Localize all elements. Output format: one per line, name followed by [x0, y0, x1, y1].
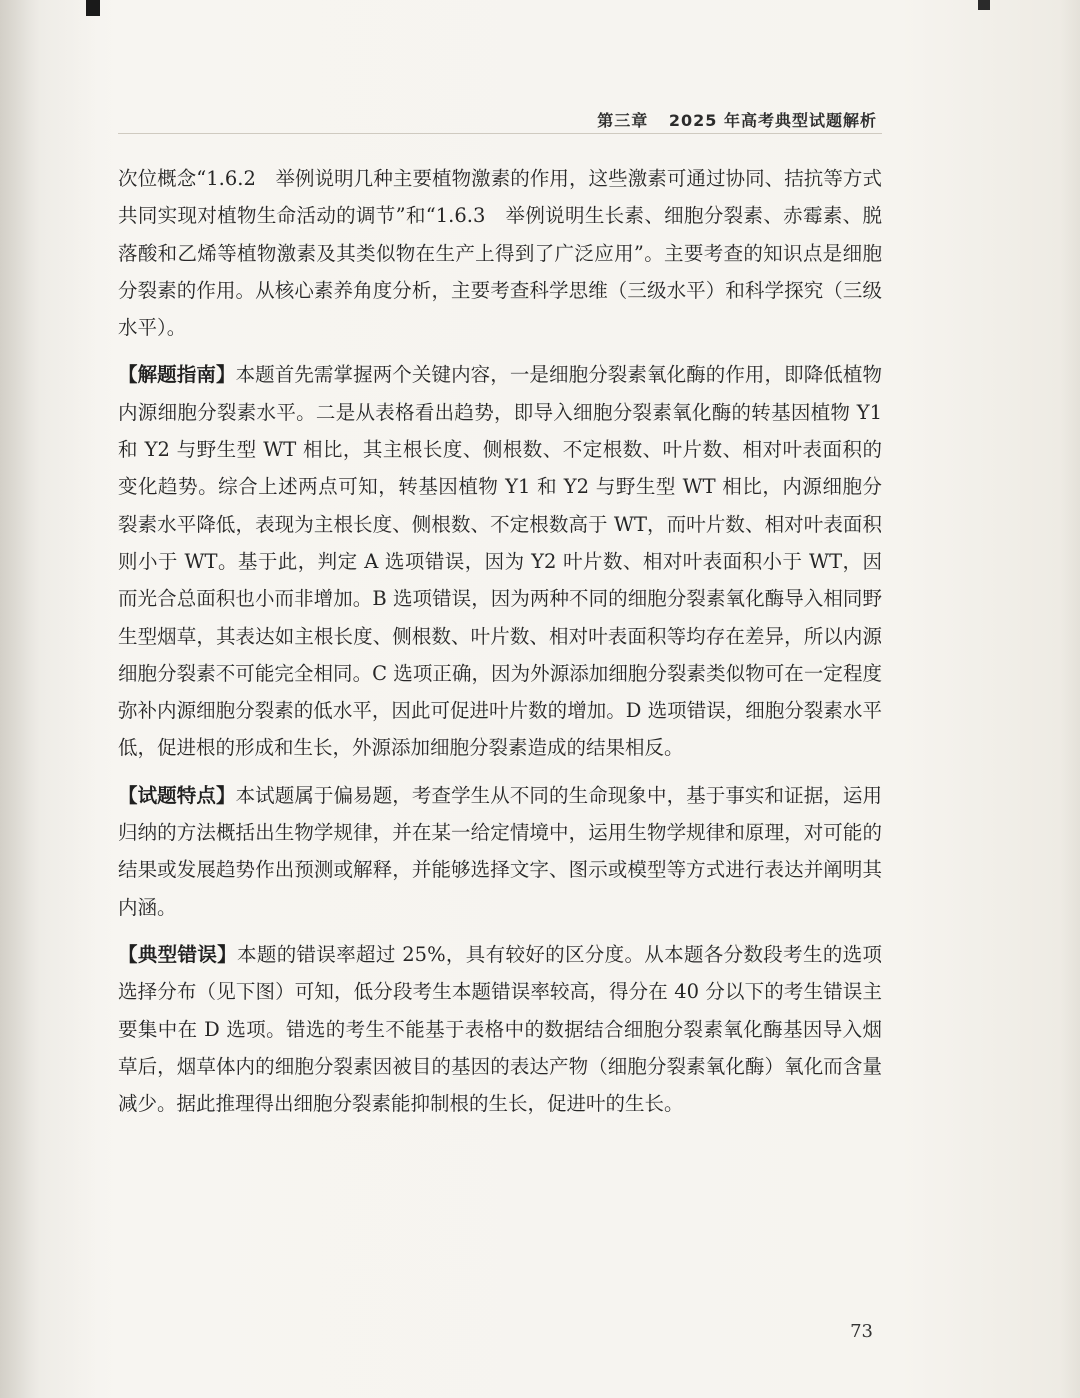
- typical-errors-heading: 【典型错误】: [118, 942, 238, 966]
- page-number: 73: [850, 1321, 873, 1342]
- page-binding-shadow: [0, 0, 100, 1398]
- paragraph-curriculum-text: 次位概念“1.6.2 举例说明几种主要植物激素的作用，这些激素可通过协同、拮抗等方式共同实现对植物生命活动的调节”和“1.6.3 举例说明生长素、细胞分裂素、赤霉素、脱落酸和乙烯等植物激素及其类似物在生产上得到了广泛应用”。主要考查的知识点是细胞分裂素的作用。从核心素养角度分析，主要考查科学思维（三级水平）和科学探究（三级水平）。: [118, 167, 882, 340]
- typical-errors-text: 本题的错误率超过 25%，具有较好的区分度。从本题各分数段考生的选项选择分布（见下图）可知，低分段考生本题错误率较高，得分在 40 分以下的考生错误主要集中在 D 选项。错选的考生不能基于表格中的数据结合细胞分裂素氧化酶基因导入烟草后，烟草体内的细胞分裂素因被目的基因的表达产物（细胞分裂素氧化酶）氧化而含量减少。据此推理得出细胞分裂素能抑制根的生长，促进叶的生长。: [118, 942, 882, 1116]
- paragraph-curriculum: [118, 160, 882, 346]
- paragraph-question-features: [118, 777, 882, 926]
- chapter-label: 第三章: [597, 111, 649, 130]
- page-body: [118, 160, 882, 1122]
- scan-corner-artifact: [86, 0, 100, 16]
- paragraph-solution-guide: [118, 356, 882, 766]
- running-header: [597, 108, 877, 131]
- question-features-text: 本试题属于偏易题，考查学生从不同的生命现象中，基于事实和证据，运用归纳的方法概括出生物学规律，并在某一给定情境中，运用生物学规律和原理，对可能的结果或发展趋势作出预测或解释，并能够选择文字、图示或模型等方式进行表达并阐明其内涵。: [118, 783, 882, 919]
- question-features-heading: 【试题特点】: [118, 783, 236, 807]
- solution-guide-heading: 【解题指南】: [118, 363, 236, 387]
- solution-guide-text: 本题首先需掌握两个关键内容，一是细胞分裂素氧化酶的作用，即降低植物内源细胞分裂素水平。二是从表格看出趋势，即导入细胞分裂素氧化酶的转基因植物 Y1 和 Y2 与野生型 WT 相比，其主根长度、侧根数、不定根数、叶片数、相对叶表面积的变化趋势。综合上述两点可知，转基因植物 Y1 和 Y2 与野生型 WT 相比，内源细胞分裂素水平降低，表现为主根长度、侧根数、不定根数高于 WT，而叶片数、相对叶表面积则小于 WT。基于此，判定 A 选项错误，因为 Y2 叶片数、相对叶表面积小于 WT，因而光合总面积也小而非增加。B 选项错误，因为两种不同的细胞分裂素氧化酶导入相同野生型烟草，其表达如主根长度、侧根数、叶片数、相对叶表面积等均存在差异，所以内源细胞分裂素不可能完全相同。C 选项正确，因为外源添加细胞分裂素类似物可在一定程度弥补内源细胞分裂素的低水平，因此可促进叶片数的增加。D 选项错误，细胞分裂素水平低，促进根的形成和生长，外源添加细胞分裂素造成的结果相反。: [118, 363, 882, 760]
- paragraph-typical-errors: [118, 936, 882, 1122]
- scan-corner-artifact-right: [978, 0, 990, 10]
- book-section-title: 2025 年高考典型试题解析: [668, 111, 877, 130]
- header-rule: [118, 133, 882, 134]
